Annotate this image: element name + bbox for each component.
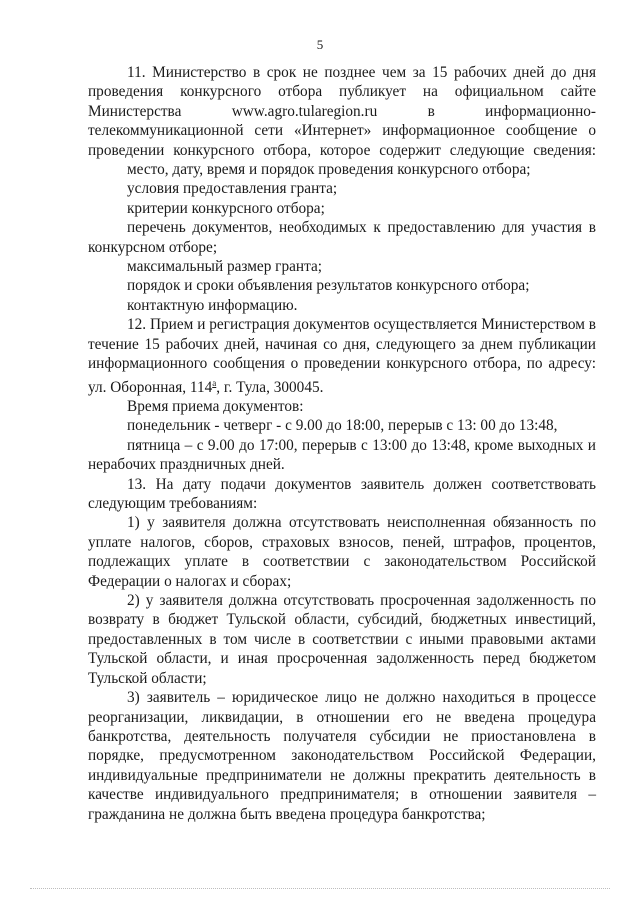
document-body (88, 63, 596, 824)
paragraph-line: проведении конкурсного отбора, которое содержит следующие сведения: (88, 141, 596, 159)
requirement-line: Федерации о налогах и сборах; (88, 572, 292, 590)
requirement-line: 1) у заявителя должна отсутствовать неисполненная обязанность по (127, 514, 596, 532)
requirement-line: 2) у заявителя должна отсутствовать просроченная задолженность по (127, 592, 596, 610)
paragraph-line: 12. Прием и регистрация документов осуществляется Министерством в (127, 316, 596, 334)
list-item: критерии конкурсного отбора; (127, 199, 325, 217)
paragraph-line: Министерства www.agro.tularegion.ru в информационно- (88, 102, 596, 120)
requirement-line: качестве индивидуального предпринимателя; в отношении заявителя – (88, 786, 596, 804)
paragraph-line: 11. Министерство в срок не позднее чем за 15 рабочих дней до дня (127, 64, 596, 81)
paragraph-line: телекоммуникационной сети «Интернет» информационное сообщение о (88, 122, 596, 140)
requirement-line: подлежащих уплате в соответствии с законодательством Российской (88, 553, 596, 571)
address-text: ул. Оборонная, 114 (88, 378, 213, 396)
paragraph-line: следующим требованиям: (88, 495, 258, 513)
list-item: условия предоставления гранта; (127, 180, 338, 198)
paragraph-line: течение 15 рабочих дней, начиная со дня, следующего за днем публикации (88, 335, 596, 353)
list-item: контактную информацию. (127, 296, 298, 314)
schedule-line: пятница – с 9.00 до 17:00, перерыв с 13:00 до 13:48, кроме выходных и (127, 436, 596, 454)
requirement-line: гражданина не должна быть введена процедура банкротства; (88, 805, 486, 823)
requirement-line: уплате налогов, сборов, страховых взносов, пеней, штрафов, процентов, (88, 533, 596, 551)
list-item: место, дату, время и порядок проведения конкурсного отбора; (127, 161, 531, 179)
requirement-line: 3) заявитель – юридическое лицо не должно находиться в процессе (127, 689, 596, 707)
paragraph-line: информационного сообщения о проведении конкурсного отбора, по адресу: (88, 355, 596, 373)
address-line (88, 374, 596, 398)
schedule-heading: Время приема документов: (127, 398, 304, 415)
address-city: , г. Тула, 300045. (216, 378, 324, 396)
requirement-line: индивидуальные предприниматели не должны прекратить деятельность в (88, 766, 596, 784)
list-item: максимальный размер гранта; (127, 258, 322, 276)
requirement-line: Тульской области, и иная просроченная задолженность перед бюджетом (88, 650, 596, 668)
requirement-line: предоставленных в том числе в соответствии с иными правовыми актами (88, 630, 596, 648)
address-superscript: а (212, 377, 217, 388)
list-item: порядок и сроки объявления результатов конкурсного отбора; (127, 277, 530, 295)
schedule-line: понедельник - четверг - с 9.00 до 18:00, перерыв с 13: 00 до 13:48, (127, 417, 558, 435)
requirement-line: банкротства, деятельность получателя субсидии не приостановлена в (88, 727, 596, 745)
list-item-continuation: конкурсном отборе; (88, 238, 218, 256)
requirement-line: Тульской области; (88, 669, 207, 687)
paragraph-line: проведения конкурсного отбора публикует на официальном сайте (88, 83, 596, 101)
list-item: перечень документов, необходимых к предоставлению для участия в (127, 219, 596, 237)
page-number: 5 (316, 37, 324, 52)
paragraph-line: 13. На дату подачи документов заявитель должен соответствовать (127, 475, 596, 493)
schedule-line: нерабочих праздничных дней. (88, 456, 285, 474)
requirement-line: реорганизации, ликвидации, в отношении его не введена процедура (88, 708, 596, 726)
requirement-line: порядке, предусмотренном законодательством Российской Федерации, (88, 747, 596, 765)
requirement-line: возврату в бюджет Тульской области, субсидий, бюджетных инвестиций, (88, 611, 596, 629)
scan-artifact (30, 888, 610, 893)
